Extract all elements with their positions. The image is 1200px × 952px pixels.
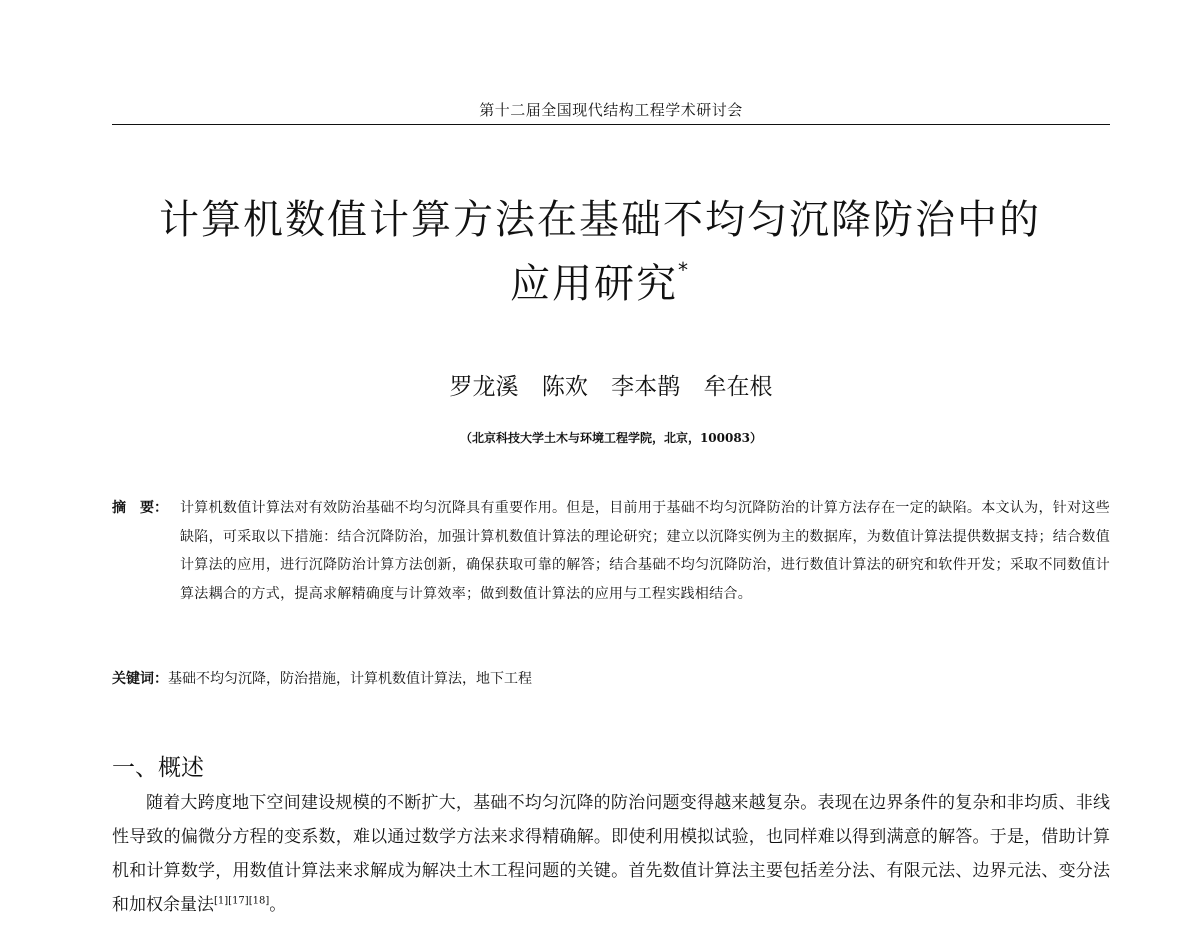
- author-name: 牟在根: [703, 374, 773, 400]
- keywords-label: 关键词：: [112, 671, 168, 687]
- paragraph-end: 。: [269, 895, 287, 915]
- paragraph-text: 随着大跨度地下空间建设规模的不断扩大，基础不均匀沉降的防治问题变得越来越复杂。表现在边界条件的复杂和非均质、非线性导致的偏微分方程的变系数，难以通过数学方法来求得精确解。即使利用模拟试验，也同样难以得到满意的解答。于是，借助计算机和计算数学，用数值计算法来求解成为解决土木工程问题的关键。首先数值计算法主要包括差分法、有限元法、边界元法、变分法和加权余量法: [112, 793, 1110, 915]
- section-heading: 一、概述: [112, 755, 204, 781]
- paper-title: [60, 188, 1140, 316]
- keywords-text: 基础不均匀沉降，防治措施，计算机数值计算法，地下工程: [168, 671, 532, 687]
- running-header: 第十二届全国现代结构工程学术研讨会: [479, 101, 743, 119]
- author-name: 罗龙溪: [449, 374, 519, 400]
- author-name: 李本鹊: [611, 374, 681, 400]
- author-list: [112, 368, 1110, 401]
- abstract-label: 摘 要：: [112, 500, 168, 516]
- citation-refs: [1][17][18]: [214, 895, 270, 907]
- title-line-1: 计算机数值计算方法在基础不均匀沉降防治中的: [159, 197, 1041, 243]
- title-footnote-mark: *: [678, 258, 690, 282]
- abstract-block: [112, 494, 1110, 608]
- keywords-block: [112, 668, 1110, 690]
- affiliation: （北京科技大学土木与环境工程学院，北京，100083）: [459, 431, 763, 445]
- section-paragraph: [112, 786, 1110, 922]
- abstract-text: 计算机数值计算法对有效防治基础不均匀沉降具有重要作用。但是，目前用于基础不均匀沉降防治的计算方法存在一定的缺陷。本文认为，针对这些缺陷，可采取以下措施：结合沉降防治，加强计算机数值计算法的理论研究；建立以沉降实例为主的数据库，为数值计算法提供数据支持；结合数值计算法的应用，进行沉降防治计算方法创新，确保获取可靠的解答；结合基础不均匀沉降防治，进行数值计算法的研究和软件开发；采取不同数值计算法耦合的方式，提高求解精确度与计算效率；做到数值计算法的应用与工程实践相结合。: [180, 500, 1110, 602]
- header-rule: [112, 124, 1110, 125]
- author-name: 陈欢: [541, 374, 588, 400]
- title-line-2: 应用研究: [510, 261, 678, 307]
